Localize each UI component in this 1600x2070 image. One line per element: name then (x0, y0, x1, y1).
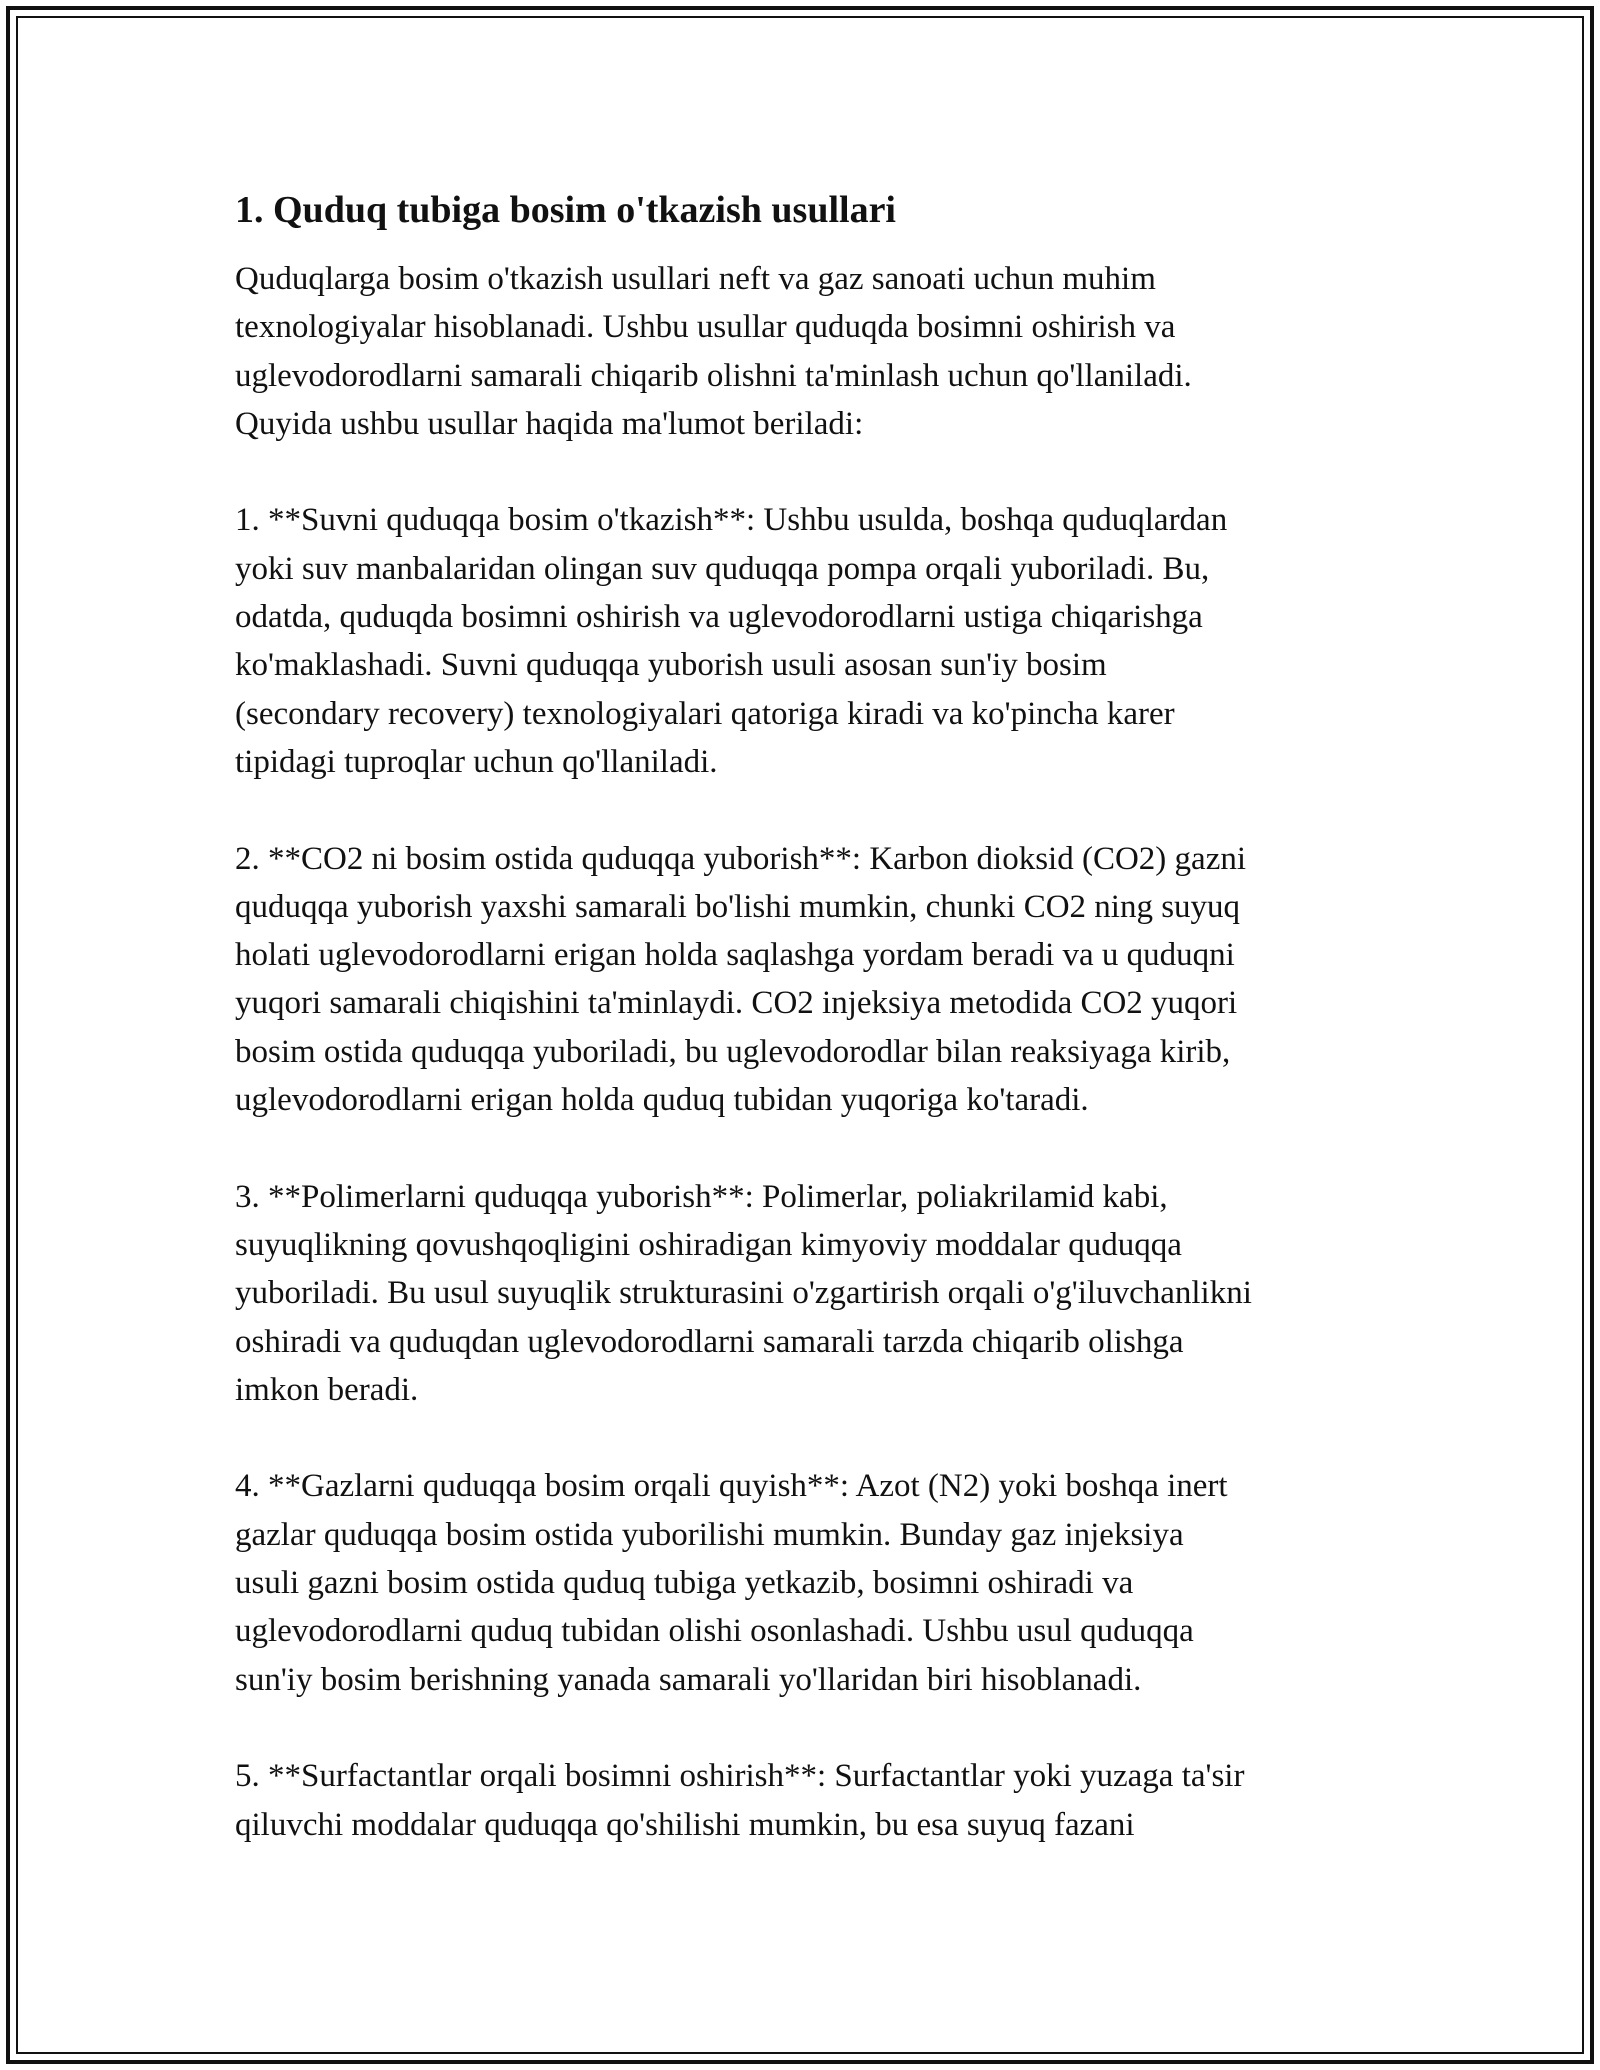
text-line: uglevodorodlarni quduq tubidan olishi osonlashadi. Ushbu usul quduqqa (235, 1613, 1194, 1650)
text-line: yuboriladi. Bu usul suyuqlik strukturasini o'zgartirish orqali o'g'iluvchanlikni (235, 1275, 1252, 1312)
text-line: tipidagi tuproqlar uchun qo'llaniladi. (235, 743, 718, 780)
text-line: uglevodorodlarni erigan holda quduq tubidan yuqoriga ko'taradi. (235, 1082, 1089, 1119)
method-2-paragraph (235, 835, 1385, 1125)
text-line: imkon beradi. (235, 1371, 419, 1408)
text-line: texnologiyalar hisoblanadi. Ushbu usullar quduqda bosimni oshirish va (235, 309, 1176, 346)
intro-paragraph (235, 255, 1385, 448)
document-page (235, 185, 1385, 1897)
method-3-paragraph (235, 1173, 1385, 1414)
document-title: 1. Quduq tubiga bosim o'tkazish usullari (235, 189, 896, 231)
text-line: (secondary recovery) texnologiyalari qatoriga kiradi va ko'pincha karer (235, 695, 1175, 732)
text-line: yuqori samarali chiqishini ta'minlaydi. CO2 injeksiya metodida CO2 yuqori (235, 985, 1238, 1022)
method-5-paragraph (235, 1752, 1385, 1849)
text-line: 4. **Gazlarni quduqqa bosim orqali quyish**: Azot (N2) yoki boshqa inert (235, 1468, 1228, 1505)
text-line: quduqqa yuborish yaxshi samarali bo'lishi mumkin, chunki CO2 ning suyuq (235, 888, 1241, 925)
text-line: usuli gazni bosim ostida quduq tubiga yetkazib, bosimni oshiradi va (235, 1565, 1134, 1602)
text-line: oshiradi va quduqdan uglevodorodlarni samarali tarzda chiqarib olishga (235, 1323, 1184, 1360)
text-line: gazlar quduqqa bosim ostida yuborilishi mumkin. Bunday gaz injeksiya (235, 1516, 1184, 1553)
text-line: holati uglevodorodlarni erigan holda saqlashga yordam beradi va u quduqni (235, 937, 1235, 974)
text-line: suyuqlikning qovushqoqligini oshiradigan kimyoviy moddalar quduqqa (235, 1226, 1182, 1263)
text-line: 1. **Suvni quduqqa bosim o'tkazish**: Ushbu usulda, boshqa quduqlardan (235, 502, 1228, 539)
text-line: 5. **Surfactantlar orqali bosimni oshirish**: Surfactantlar yoki yuzaga ta'sir (235, 1758, 1245, 1795)
text-line: qiluvchi moddalar quduqqa qo'shilishi mumkin, bu esa suyuq fazani (235, 1806, 1135, 1843)
method-4-paragraph (235, 1462, 1385, 1703)
text-line: yoki suv manbalaridan olingan suv quduqqa pompa orqali yuboriladi. Bu, (235, 550, 1210, 587)
text-line: bosim ostida quduqqa yuboriladi, bu uglevodorodlar bilan reaksiyaga kirib, (235, 1033, 1231, 1070)
text-line: sun'iy bosim berishning yanada samarali yo'llaridan biri hisoblanadi. (235, 1661, 1142, 1698)
text-line: Quyida ushbu usullar haqida ma'lumot beriladi: (235, 405, 864, 442)
text-line: ko'maklashadi. Suvni quduqqa yuborish usuli asosan sun'iy bosim (235, 647, 1107, 684)
text-line: uglevodorodlarni samarali chiqarib olishni ta'minlash uchun qo'llaniladi. (235, 357, 1192, 394)
text-line: 3. **Polimerlarni quduqqa yuborish**: Polimerlar, poliakrilamid kabi, (235, 1178, 1168, 1215)
text-line: odatda, quduqda bosimni oshirish va uglevodorodlarni ustiga chiqarishga (235, 599, 1203, 636)
text-line: Quduqlarga bosim o'tkazish usullari neft va gaz sanoati uchun muhim (235, 261, 1156, 297)
method-1-paragraph (235, 496, 1385, 786)
text-line: 2. **CO2 ni bosim ostida quduqqa yuborish**: Karbon dioksid (CO2) gazni (235, 840, 1247, 877)
